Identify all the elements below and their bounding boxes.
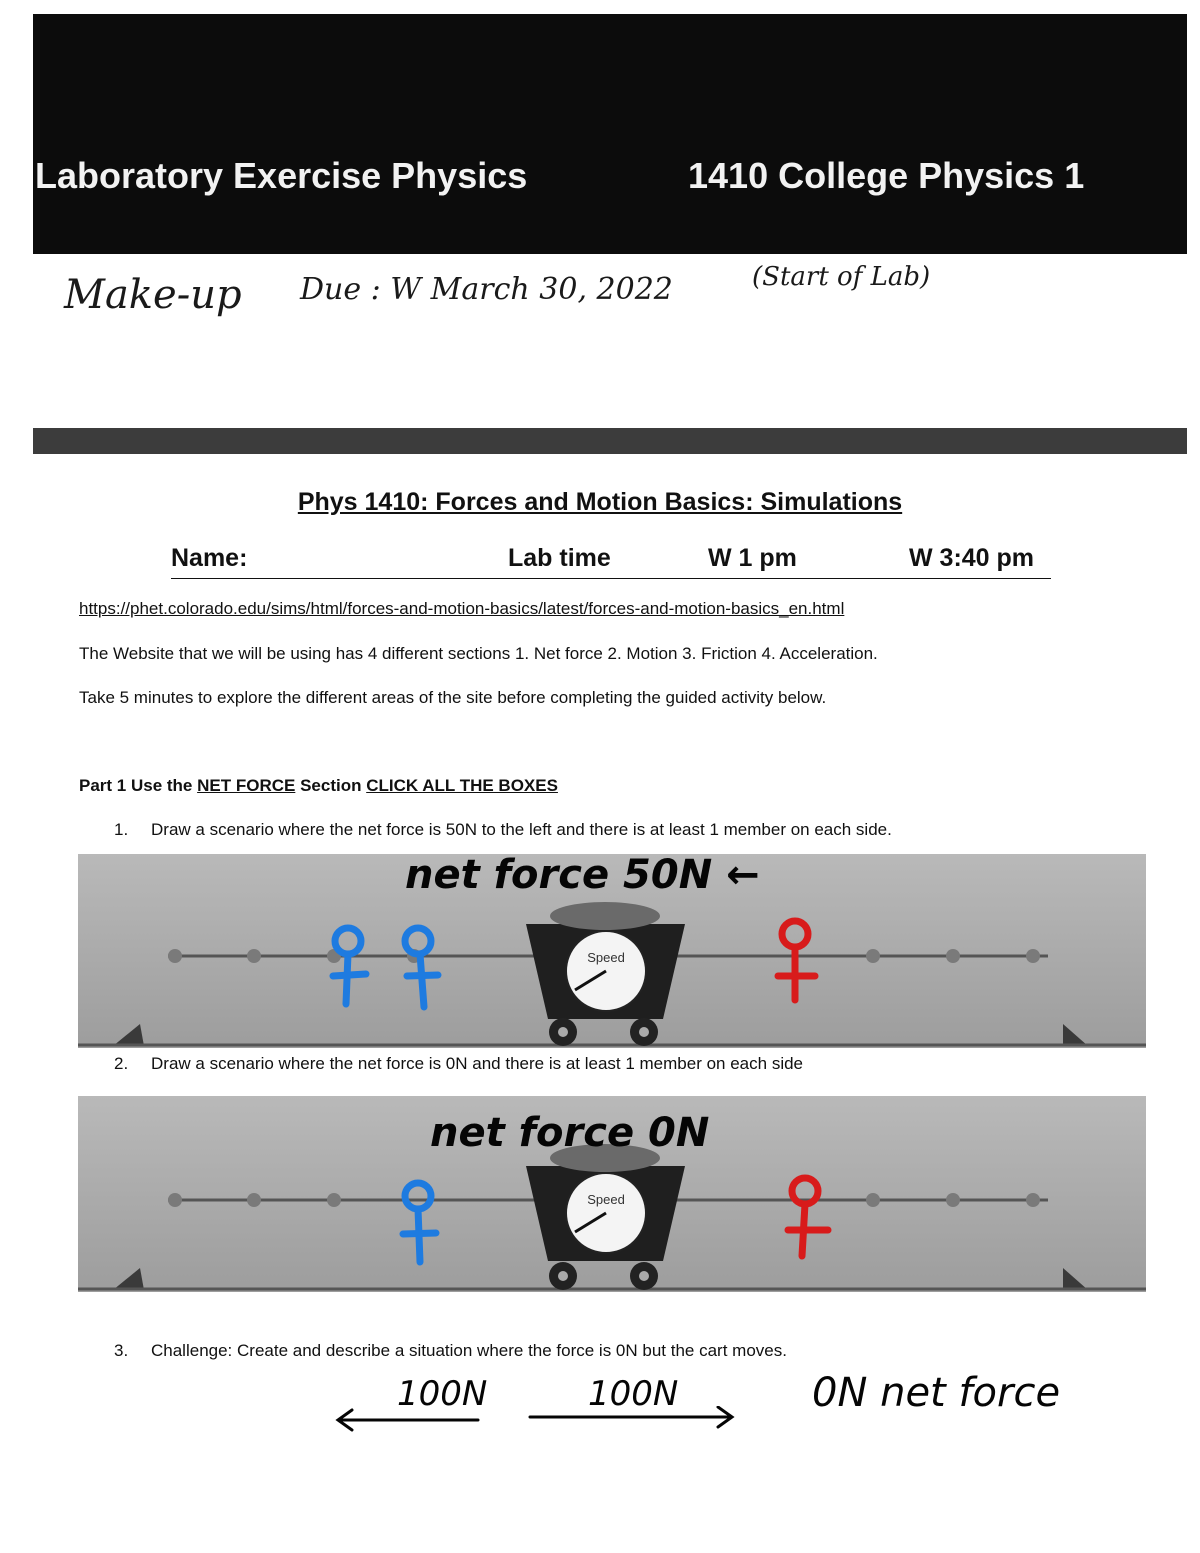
cart-hub xyxy=(639,1027,649,1037)
puller-arm xyxy=(407,975,438,976)
puller-arm xyxy=(403,1233,436,1234)
left-stopper xyxy=(113,1024,144,1046)
sim2-annotation: net force 0N xyxy=(430,1110,710,1156)
blue-puller xyxy=(333,928,366,1004)
header-right-title: 1410 College Physics 1 xyxy=(688,155,1085,196)
page-title: Phys 1410: Forces and Motion Basics: Simulations xyxy=(297,488,903,516)
blue-puller xyxy=(403,1183,436,1262)
cart-hub xyxy=(558,1271,568,1281)
knot xyxy=(247,949,261,963)
sim1-annotation: net force 50N ← xyxy=(405,852,760,898)
cart-hub xyxy=(639,1271,649,1281)
question-1-number: 1. xyxy=(114,820,129,839)
speed-label: Speed xyxy=(587,950,625,965)
left-stopper xyxy=(113,1268,144,1290)
knot xyxy=(946,949,960,963)
phet-simulation-link[interactable]: https://phet.colorado.edu/sims/html/forces-and-motion-basics/latest/forces-and-motion-basics_en.html xyxy=(79,599,845,618)
part1-click-all: CLICK ALL THE BOXES xyxy=(366,776,558,795)
knot xyxy=(327,1193,341,1207)
intro-explore: Take 5 minutes to explore the different areas of the site before completing the guided activity below. xyxy=(79,688,827,707)
cart-hub xyxy=(558,1027,568,1037)
right-stopper xyxy=(1063,1024,1088,1046)
lab-time-option-1: W 1 pm xyxy=(708,544,797,572)
puller-head xyxy=(405,1183,431,1209)
header-left-title: Laboratory Exercise Physics xyxy=(35,155,528,196)
force-arrows xyxy=(330,1406,750,1436)
knot xyxy=(866,949,880,963)
part1-net-force: NET FORCE xyxy=(197,776,296,795)
knot xyxy=(168,1193,182,1207)
part1-heading xyxy=(79,776,558,796)
question-1-text: Draw a scenario where the net force is 50N to the left and there is at least 1 member on each side. xyxy=(151,820,892,839)
question-2 xyxy=(114,1054,803,1074)
puller-head xyxy=(405,928,431,954)
name-label: Name: xyxy=(171,544,248,572)
question-3-text: Challenge: Create and describe a situation where the force is 0N but the cart moves. xyxy=(151,1341,787,1360)
knot xyxy=(946,1193,960,1207)
right-stopper xyxy=(1063,1268,1088,1290)
right-force-label: 100N xyxy=(588,1374,679,1414)
section-divider xyxy=(33,428,1187,454)
red-puller xyxy=(788,1178,828,1256)
lab-time-option-2: W 3:40 pm xyxy=(909,544,1035,572)
question-3 xyxy=(114,1341,787,1361)
knot xyxy=(1026,949,1040,963)
knot xyxy=(866,1193,880,1207)
handwritten-due-date: Due : W March 30, 2022 xyxy=(300,272,673,307)
speed-label: Speed xyxy=(587,1192,625,1207)
intro-sections: The Website that we will be using has 4 different sections 1. Net force 2. Motion 3. Friction 4. Acceleration. xyxy=(79,644,878,663)
knot xyxy=(247,1193,261,1207)
puller-body xyxy=(420,954,424,1007)
puller-head xyxy=(782,921,808,947)
net-force-result: 0N net force xyxy=(812,1370,1061,1416)
left-force-label: 100N xyxy=(397,1374,488,1414)
handwritten-makeup: Make-up xyxy=(64,272,242,318)
puller-head xyxy=(335,928,361,954)
part1-label-b: Section xyxy=(295,776,367,795)
question-2-text: Draw a scenario where the net force is 0N and there is at least 1 member on each side xyxy=(151,1054,804,1073)
knot xyxy=(168,949,182,963)
puller-arm xyxy=(333,974,366,976)
question-3-number: 3. xyxy=(114,1341,129,1360)
question-1 xyxy=(114,820,892,840)
puller-body xyxy=(346,954,348,1004)
name-lab-time-row xyxy=(171,544,1051,579)
handwritten-start-of-lab: (Start of Lab) xyxy=(752,262,931,292)
blue-puller xyxy=(405,928,438,1007)
header-banner xyxy=(33,14,1187,254)
part1-label-a: Part 1 Use the xyxy=(79,776,198,795)
question-2-number: 2. xyxy=(114,1054,129,1073)
knot xyxy=(1026,1193,1040,1207)
red-puller xyxy=(778,921,815,1000)
lab-time-label: Lab time xyxy=(508,544,611,572)
cart-load xyxy=(550,902,660,930)
